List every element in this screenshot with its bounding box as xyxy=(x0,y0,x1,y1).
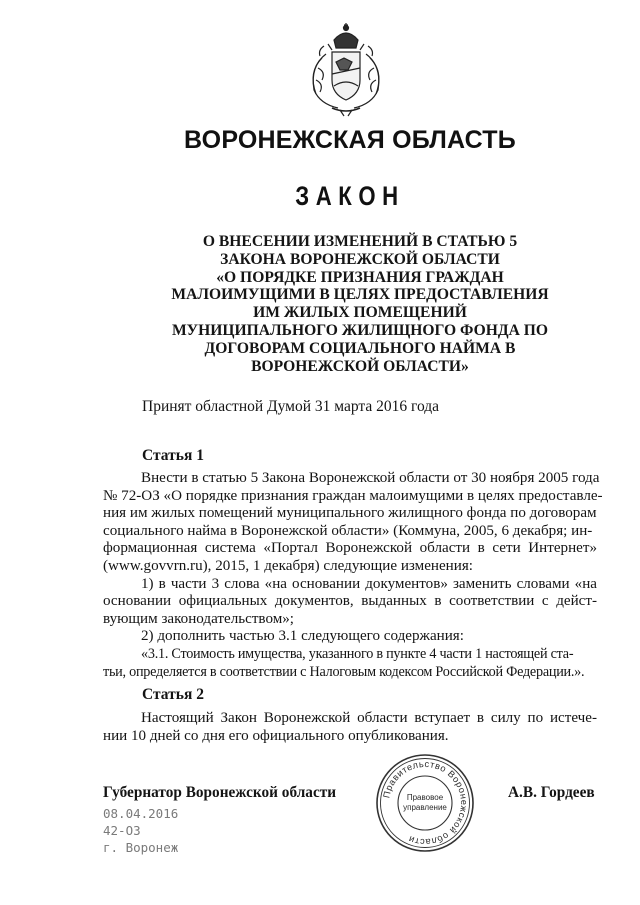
article-1-line: Внести в статью 5 Закона Воронежской области от 30 ноября 2005 года xyxy=(141,470,600,486)
article-1-line: «3.1. Стоимость имущества, указанного в пункте 4 части 1 настоящей ста- xyxy=(141,645,574,662)
law-title-line: ВОРОНЕЖСКОЙ ОБЛАСТИ» xyxy=(251,357,469,375)
seal-center-line-1: Правовое xyxy=(406,793,444,802)
law-title-line: МУНИЦИПАЛЬНОГО ЖИЛИЩНОГО ФОНДА ПО xyxy=(171,321,549,339)
article-2-heading: Статья 2 xyxy=(142,686,204,703)
law-title-line: ИМ ЖИЛЫХ ПОМЕЩЕНИЙ xyxy=(253,304,467,322)
governor-title: Губернатор Воронежской области xyxy=(103,784,337,801)
registration-city: г. Воронеж xyxy=(103,840,179,855)
governor-name: А.В. Гордеев xyxy=(508,784,595,801)
article-2-body xyxy=(103,710,597,745)
article-1-line: вующим законодательством»; xyxy=(103,610,294,627)
law-title xyxy=(150,233,570,375)
registration-date: 08.04.2016 xyxy=(103,806,179,821)
article-1-line: (www.govvrn.ru), 2015, 1 декабря) следующие изменения: xyxy=(103,557,473,574)
seal-ring-text: Правительство Воронежской области xyxy=(381,758,470,848)
coat-of-arms-icon xyxy=(296,22,396,118)
article-1-line: 2) дополнить частью 3.1 следующего содержания: xyxy=(141,628,464,645)
article-1-line: формационная система «Портал Воронежской области в сети Интернет» xyxy=(103,540,597,557)
article-1-line: основании официальных документов, выданных в соответствии с дейст- xyxy=(103,593,597,610)
law-title-line: ЗАКОНА ВОРОНЕЖСКОЙ ОБЛАСТИ xyxy=(220,250,500,268)
registration-number: 42-ОЗ xyxy=(103,823,141,838)
article-1-heading: Статья 1 xyxy=(142,447,204,464)
law-title-line: МАЛОИМУЩИМИ В ЦЕЛЯХ ПРЕДОСТАВЛЕНИЯ xyxy=(171,286,549,304)
article-2-line: Настоящий Закон Воронежской области вступает в силу по истече- xyxy=(141,710,597,726)
law-title-line: «О ПОРЯДКЕ ПРИЗНАНИЯ ГРАЖДАН xyxy=(216,268,504,286)
article-1-line: № 72-ОЗ «О порядке признания граждан малоимущими в целях предоставле- xyxy=(103,487,603,504)
region-heading: ВОРОНЕЖСКАЯ ОБЛАСТЬ xyxy=(184,126,516,154)
article-1-line: социального найма в Воронежской области» (Коммуна, 2005, 6 декабря; ин- xyxy=(103,522,593,539)
article-1-body xyxy=(103,470,603,681)
article-1-line: тьи, определяется в соответствии с Налоговым кодексом Российской Федерации.». xyxy=(103,663,585,680)
registration-stamp xyxy=(103,805,178,856)
law-title-line: ДОГОВОРАМ СОЦИАЛЬНОГО НАЙМА В xyxy=(204,339,516,357)
article-1-line: ния им жилых помещений муниципального жилищного фонда по договорам xyxy=(103,505,597,522)
document-type-heading: ЗАКОН xyxy=(295,181,405,211)
official-seal-icon xyxy=(374,752,476,854)
adoption-date-text: Принят областной Думой 31 марта 2016 года xyxy=(142,398,440,415)
article-2-line: нии 10 дней со дня его официального опубликования. xyxy=(103,727,449,744)
article-1-line: 1) в части 3 слова «на основании документов» заменить словами «на xyxy=(141,575,597,592)
law-title-line: О ВНЕСЕНИИ ИЗМЕНЕНИЙ В СТАТЬЮ 5 xyxy=(202,233,518,250)
seal-center-line-2: управление xyxy=(403,803,447,812)
